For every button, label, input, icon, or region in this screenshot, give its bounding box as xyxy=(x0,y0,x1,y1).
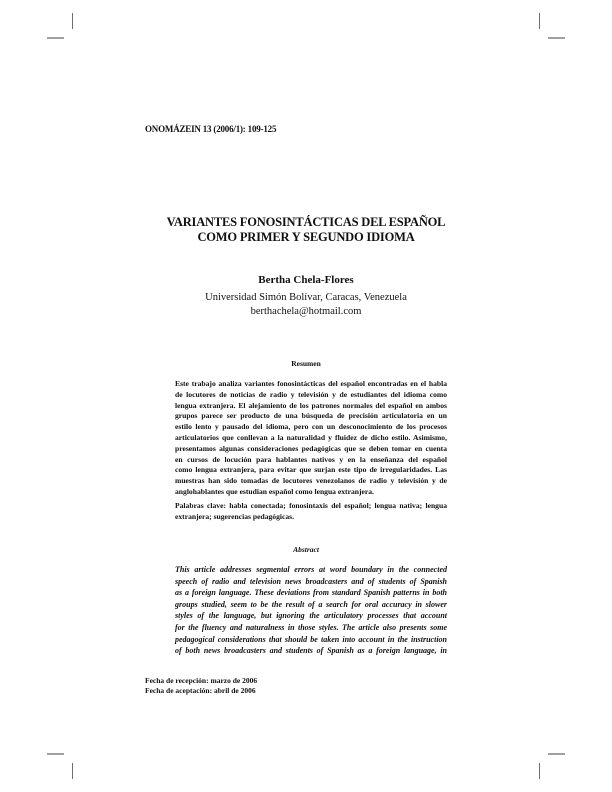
title-line: VARIANTES FONOSINTÁCTICAS DEL ESPAÑOL xyxy=(166,215,446,229)
abstract-line: of both news broadcasters and students of Spanish as a foreign language, in xyxy=(175,646,447,656)
crop-mark-bottom-left-horizontal xyxy=(47,753,64,755)
author-affiliation-block xyxy=(100,291,512,319)
accepted-date: Fecha de aceptación: abril de 2006 xyxy=(145,686,256,695)
abstract-body xyxy=(175,564,447,657)
resumen-line: estilo lento y pausado del idioma, pero con un desconocimiento de los procesos xyxy=(175,422,447,432)
resumen-line: en cursos de locución para hablantes nativos y en la enseñanza del español xyxy=(175,454,447,464)
crop-mark-top-right-horizontal xyxy=(548,37,565,39)
crop-mark-top-left-horizontal xyxy=(47,37,64,39)
resumen-line: muestras han sido tomadas de locutores venezolanos de radio y televisión y de xyxy=(175,476,447,486)
article-title xyxy=(100,215,512,245)
resumen-body xyxy=(175,379,447,498)
keywords-line: extranjera; sugerencias pedagógicas. xyxy=(175,511,295,521)
resumen-line: como lengua extranjera, para evitar que surjan este tipo de irregularidades. Las xyxy=(175,465,447,475)
author-email: berthachela@hotmail.com xyxy=(250,306,362,317)
abstract-line: speech of radio and television news broadcasters and of students of Spanish xyxy=(175,576,447,586)
crop-mark-bottom-right-horizontal xyxy=(548,753,565,755)
resumen-heading: Resumen xyxy=(291,359,321,368)
resumen-line: articulatorios que conllevan a la naturalidad y fluidez de dicho estilo. Asimismo, xyxy=(175,432,447,442)
abstract-heading: Abstract xyxy=(293,545,319,554)
resumen-line: presentamos algunas consideraciones pedagógicas que se deben tomar en cuenta xyxy=(175,443,447,453)
abstract-line: This article addresses segmental errors at word boundary in the connected xyxy=(175,565,447,574)
author-name: Bertha Chela-Flores xyxy=(258,274,354,286)
abstract-line: groups studied, seem to be the result of a search for oral accuracy in slower xyxy=(175,599,447,609)
keywords xyxy=(175,501,447,523)
abstract-line: styles of the language, but ignoring the articulatory processes that account xyxy=(175,611,447,621)
keywords-line: Palabras clave: habla conectada; fonosintaxis del español; lengua nativa; lengua xyxy=(175,501,447,510)
journal-reference: ONOMÁZEIN 13 (2006/1): 109-125 xyxy=(145,124,277,134)
abstract-line: as a foreign language. These deviations from standard Spanish patterns in both xyxy=(175,588,447,598)
crop-mark-bottom-left-vertical xyxy=(72,763,73,779)
abstract-line: pedagogical considerations that should be taken into account in the instruction xyxy=(175,634,447,644)
resumen-line: de locutores de noticias de radio y televisión y de estudiantes del idioma como xyxy=(175,389,447,399)
abstract-line: for the fluency and naturalness in those styles. The article also presents some xyxy=(175,622,447,632)
affiliation: Universidad Simón Bolívar, Caracas, Venezuela xyxy=(205,292,407,303)
resumen-line: grupos parece ser producto de una búsqueda de precisión articulatoria en un xyxy=(175,411,447,421)
resumen-line: lengua extranjera. El alejamiento de los patrones normales del español en ambos xyxy=(175,400,447,410)
title-line: COMO PRIMER Y SEGUNDO IDIOMA xyxy=(197,230,415,244)
resumen-line: Este trabajo analiza variantes fonosintácticas del español encontradas en el habla xyxy=(175,379,447,388)
resumen-line: anglohablantes que estudian español como lengua extranjera. xyxy=(175,486,374,496)
crop-mark-bottom-right-vertical xyxy=(539,763,540,779)
crop-mark-top-right-vertical xyxy=(539,13,540,29)
crop-mark-top-left-vertical xyxy=(72,13,73,29)
received-date: Fecha de recepción: marzo de 2006 xyxy=(145,676,258,685)
article-dates xyxy=(145,676,257,696)
